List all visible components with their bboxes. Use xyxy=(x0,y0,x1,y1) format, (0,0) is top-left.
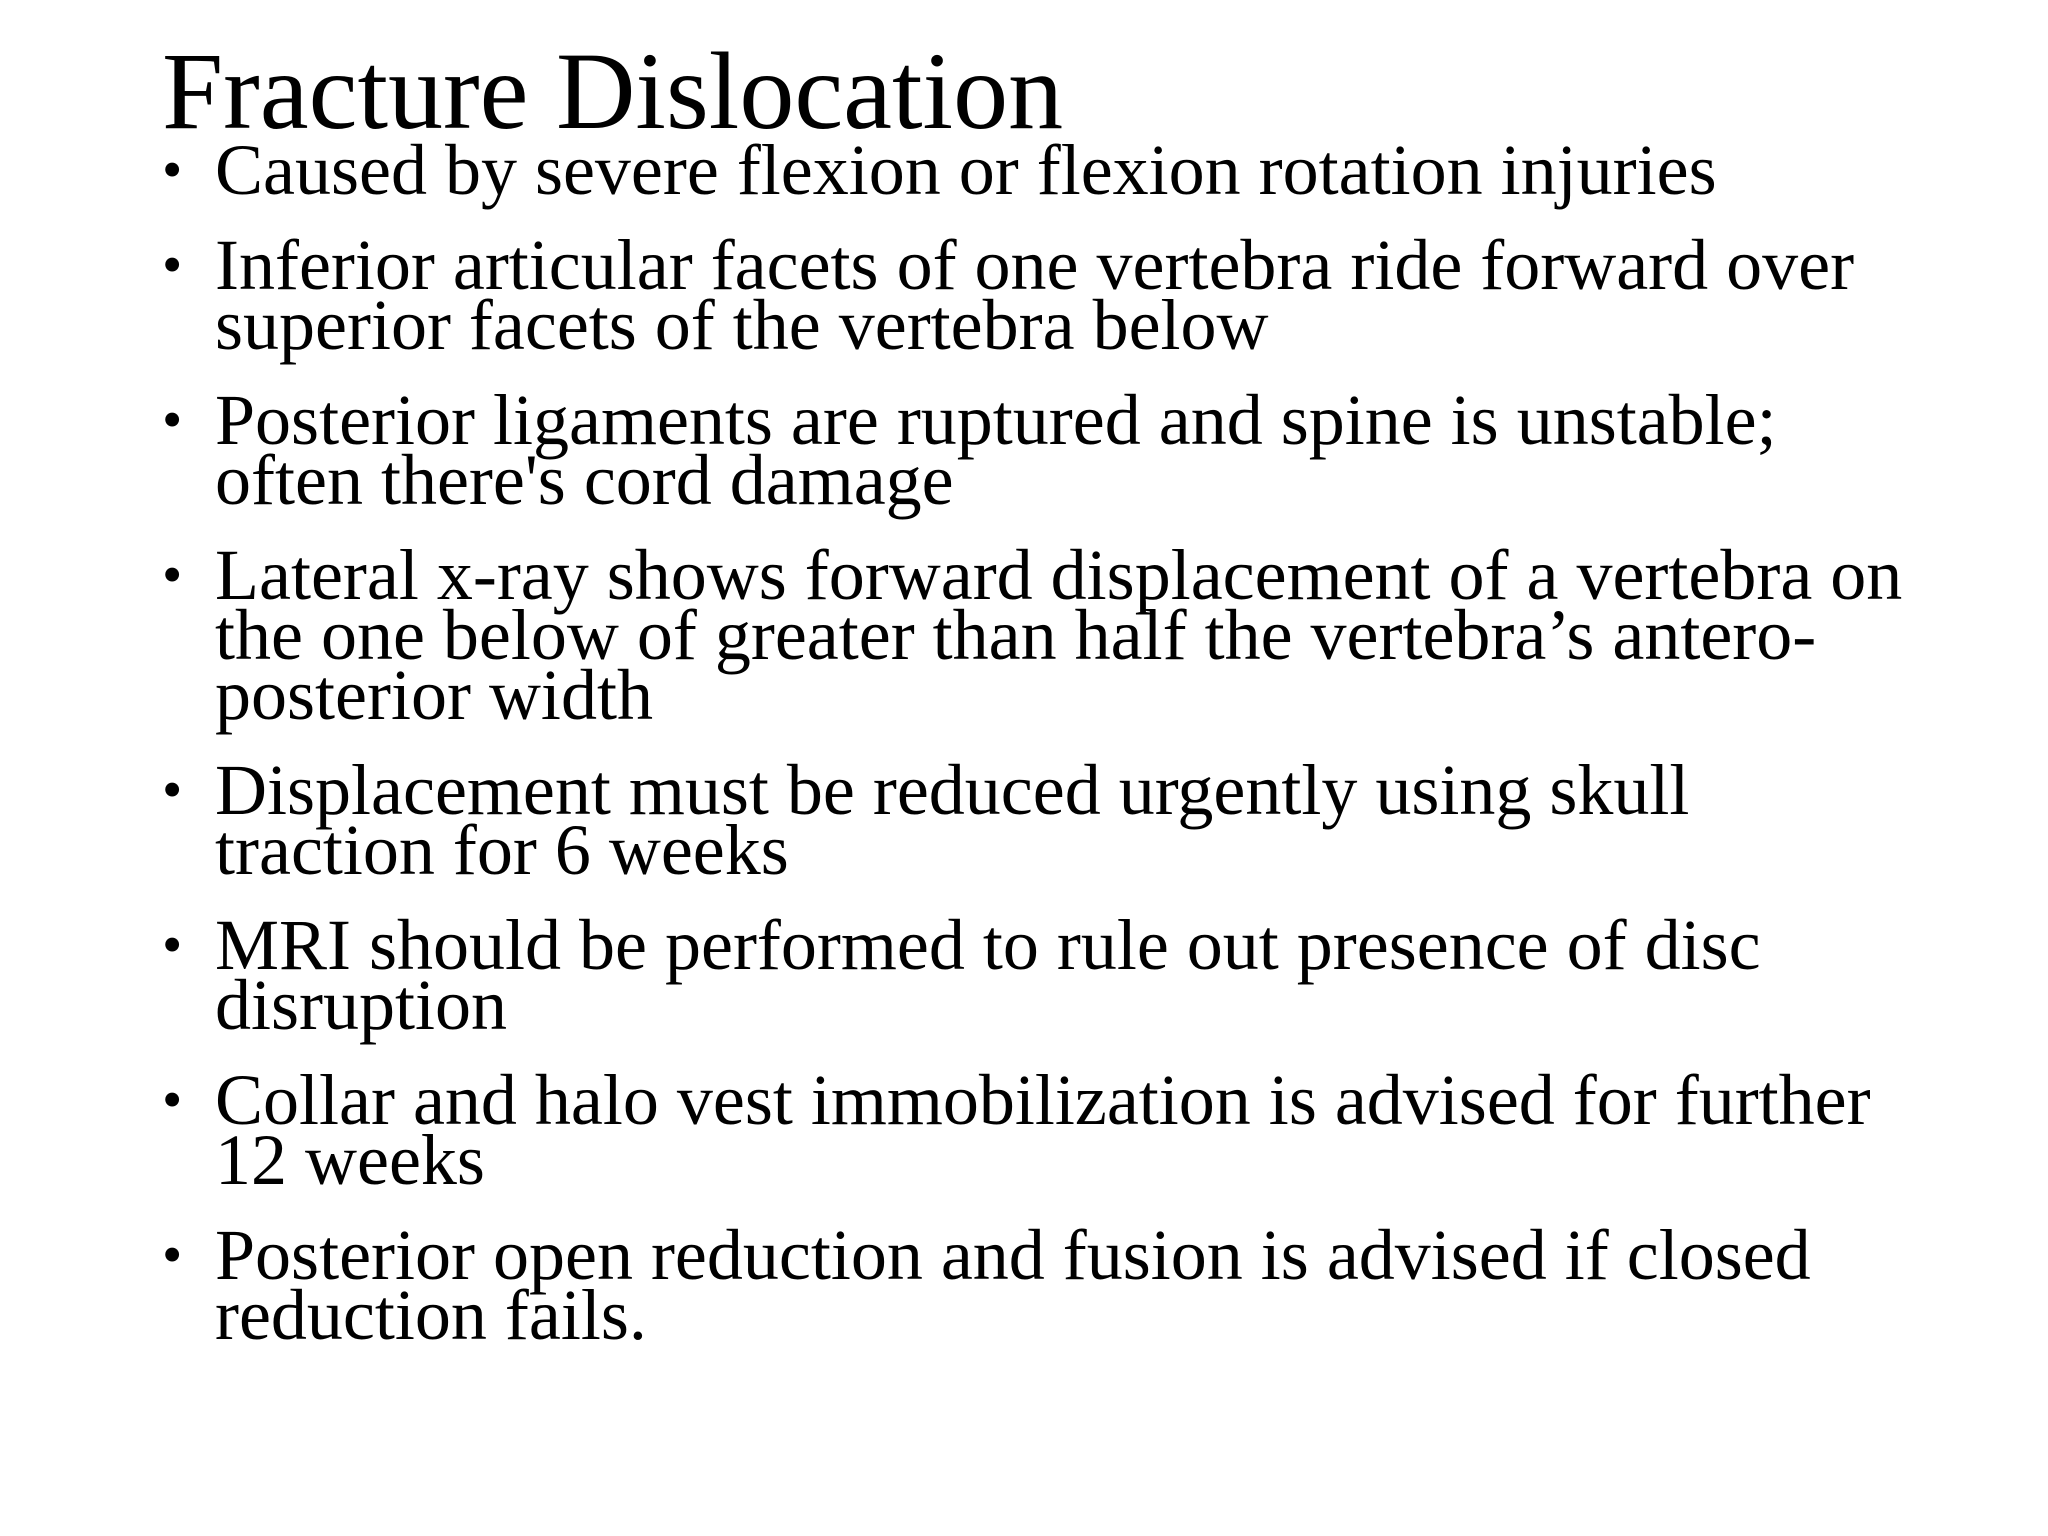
bullet-item xyxy=(162,1215,1922,1355)
bullet-icon: • xyxy=(162,137,183,202)
bullet-icon: • xyxy=(162,232,183,297)
bullet-item xyxy=(162,130,1922,210)
bullet-text: Posterior open reduction and fusion is advised if closed reduction fails. xyxy=(215,1215,1811,1355)
bullet-text: Caused by severe flexion or flexion rotation injuries xyxy=(215,130,1717,210)
bullet-item xyxy=(162,750,1922,890)
bullet-item xyxy=(162,380,1922,520)
bullet-item xyxy=(162,535,1922,735)
bullet-icon: • xyxy=(162,757,183,822)
bullet-icon: • xyxy=(162,1222,183,1287)
bullet-icon: • xyxy=(162,542,183,607)
bullet-text: Posterior ligaments are ruptured and spine is unstable; often there's cord damage xyxy=(215,380,1777,520)
bullet-text: Displacement must be reduced urgently using skull traction for 6 weeks xyxy=(215,750,1690,890)
bullet-icon: • xyxy=(162,912,183,977)
bullet-text: Inferior articular facets of one vertebra ride forward over superior facets of the vertebra below xyxy=(215,225,1855,365)
bullet-icon: • xyxy=(162,1067,183,1132)
bullet-icon: • xyxy=(162,387,183,452)
bullet-text: Collar and halo vest immobilization is advised for further 12 weeks xyxy=(215,1060,1871,1200)
slide-title: Fracture Dislocation xyxy=(162,30,1064,152)
bullet-text: Lateral x-ray shows forward displacement of a vertebra on the one below of greater than half the vertebra’s antero-posterior width xyxy=(215,535,1903,735)
bullet-list xyxy=(162,130,1922,1380)
bullet-item xyxy=(162,225,1922,365)
bullet-text: MRI should be performed to rule out presence of disc disruption xyxy=(215,905,1761,1045)
bullet-item xyxy=(162,905,1922,1045)
bullet-item xyxy=(162,1060,1922,1200)
